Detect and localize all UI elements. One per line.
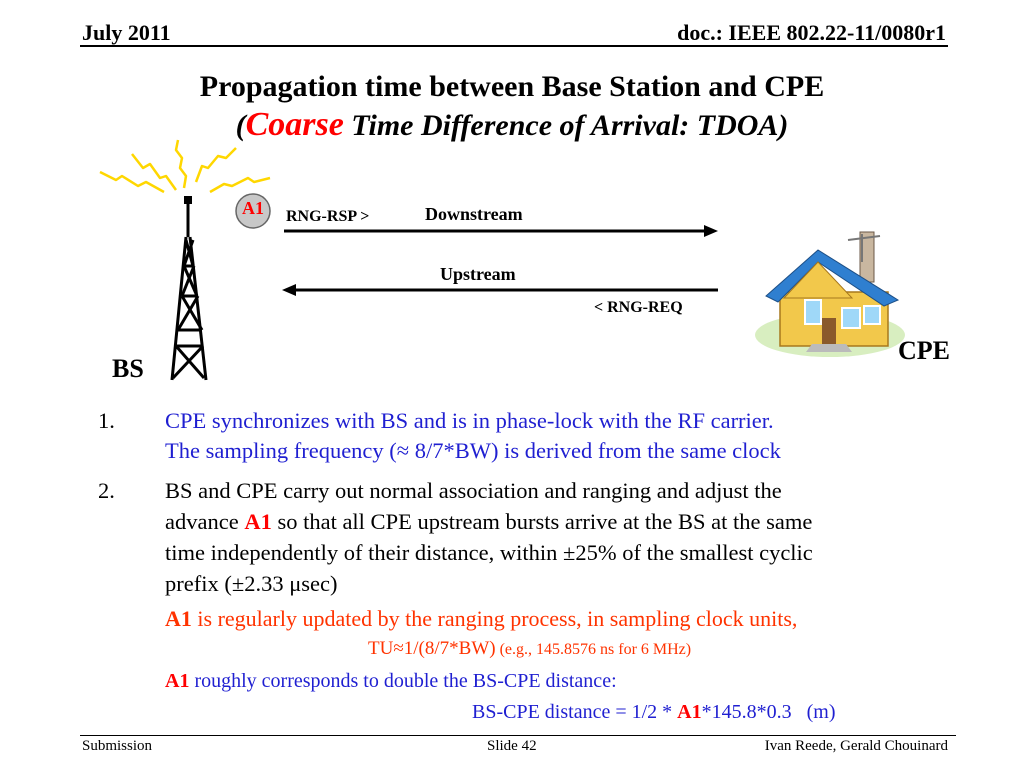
formula-distance [472, 701, 836, 724]
item-1-line-2: The sampling frequency (≈ 8/7*BW) is derived from the same clock [165, 438, 781, 463]
subtitle-rest: Time Difference of Arrival: TDOA) [343, 109, 789, 142]
footer-authors: Ivan Reede, Gerald Chouinard [764, 738, 948, 754]
item-1-line-1: CPE synchronizes with BS and is in phase-lock with the RF carrier. [165, 408, 774, 433]
slide-title: Propagation time between Base Station and CPE [199, 70, 825, 103]
cpe-label: CPE [898, 336, 950, 365]
subtitle-coarse: Coarse [245, 106, 344, 143]
a1-badge-label: A1 [242, 198, 264, 218]
cpe-house-icon [755, 232, 905, 357]
item-number: 1. [98, 408, 115, 433]
item-2-line-2-rest: so that all CPE upstream bursts arrive at the BS at the same [271, 509, 813, 534]
note-tu-formula: TU≈1/(8/7*BW) [368, 638, 496, 659]
downstream-arrowhead-icon [704, 225, 718, 237]
radio-waves-icon [100, 140, 270, 192]
formula-a1: A1 [677, 701, 702, 723]
item-2-a1: A1 [244, 509, 272, 534]
note-1-text: is regularly updated by the ranging process, in sampling clock units, [191, 606, 798, 631]
note-2-text: roughly corresponds to double the BS-CPE distance: [189, 670, 617, 692]
item-2-advance-text: advance [165, 509, 245, 534]
note-a1-distance [165, 670, 617, 693]
item-2-line-2 [165, 507, 1005, 537]
item-2-line-4: prefix (±2.33 μsec) [165, 571, 338, 596]
bs-label: BS [112, 354, 144, 383]
item-number: 2. [98, 478, 115, 503]
note-2-a1: A1 [165, 670, 190, 692]
note-tu-example: (e.g., 145.8576 ns for 6 MHz) [495, 641, 692, 658]
upstream-label: Upstream [440, 264, 516, 284]
item-2-line-3: time independently of their distance, within ±25% of the smallest cyclic [165, 540, 813, 565]
item-2-line-1: BS and CPE carry out normal association and ranging and adjust the [165, 478, 782, 503]
list-item-2 [0, 476, 1024, 606]
downstream-label: Downstream [425, 204, 523, 224]
formula-post: *145.8*0.3 (m) [701, 701, 836, 723]
subtitle-open-paren: ( [235, 109, 246, 142]
bs-tower-icon [172, 200, 206, 380]
header-date: July 2011 [82, 20, 171, 45]
note-a1-updated [165, 606, 1015, 632]
footer-submission: Submission [82, 738, 153, 754]
upstream-arrowhead-icon [282, 284, 296, 296]
footer-slide-number: Slide 42 [487, 738, 537, 754]
footer-rule [80, 735, 956, 736]
tower-top-icon [184, 196, 192, 204]
formula-pre: BS-CPE distance = 1/2 * [472, 701, 678, 723]
header-doc-id: doc.: IEEE 802.22-11/0080r1 [677, 20, 946, 45]
list-item-1 [0, 406, 1024, 486]
note-1-a1: A1 [165, 606, 192, 631]
note-tu [368, 638, 691, 660]
rng-rsp-label: RNG-RSP > [286, 208, 370, 225]
rng-req-label: < RNG-REQ [594, 299, 683, 316]
